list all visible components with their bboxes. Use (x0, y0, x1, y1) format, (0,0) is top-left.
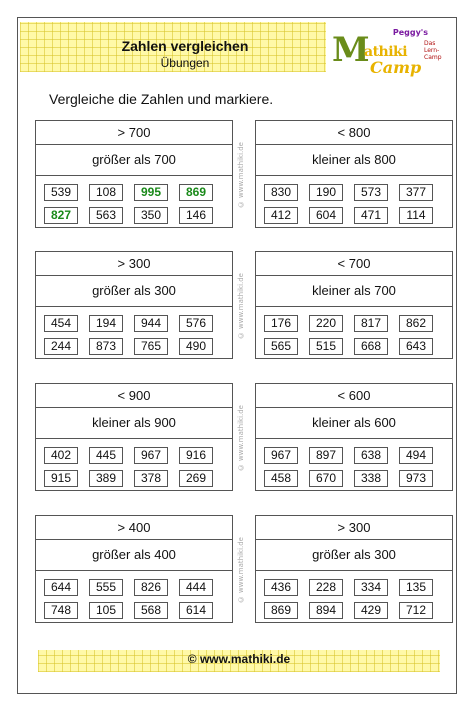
number-cell[interactable]: 576 (179, 315, 213, 332)
number-cell[interactable]: 916 (179, 447, 213, 464)
number-grid (256, 176, 452, 224)
number-cell[interactable]: 897 (309, 447, 343, 464)
number-row (264, 315, 452, 332)
number-cell[interactable]: 228 (309, 579, 343, 596)
number-cell[interactable]: 389 (89, 470, 123, 487)
copyright-watermark: © www.mathiki.de (237, 537, 245, 604)
number-row (44, 315, 232, 332)
number-cell[interactable]: 494 (399, 447, 433, 464)
number-row (44, 602, 232, 619)
page-subtitle: Übungen (160, 56, 210, 70)
number-cell[interactable]: 334 (354, 579, 388, 596)
number-cell[interactable]: 670 (309, 470, 343, 487)
logo-word: athiki (364, 44, 408, 60)
exercise-symbol: < 700 (256, 252, 452, 276)
number-cell[interactable]: 614 (179, 602, 213, 619)
number-cell-marked[interactable]: 995 (134, 184, 168, 201)
number-cell[interactable]: 269 (179, 470, 213, 487)
number-cell[interactable]: 967 (134, 447, 168, 464)
number-cell[interactable]: 644 (44, 579, 78, 596)
number-cell[interactable]: 944 (134, 315, 168, 332)
logo-m-letter: M (332, 30, 370, 70)
number-cell[interactable]: 436 (264, 579, 298, 596)
number-cell[interactable]: 765 (134, 338, 168, 355)
number-cell[interactable]: 350 (134, 207, 168, 224)
exercise-symbol: < 800 (256, 121, 452, 145)
number-cell[interactable]: 748 (44, 602, 78, 619)
number-cell[interactable]: 604 (309, 207, 343, 224)
copyright-watermark: © www.mathiki.de (237, 273, 245, 340)
number-cell[interactable]: 458 (264, 470, 298, 487)
exercise-rule: größer als 400 (36, 540, 232, 571)
number-row (44, 184, 232, 201)
number-cell[interactable]: 973 (399, 470, 433, 487)
number-cell[interactable]: 176 (264, 315, 298, 332)
number-cell[interactable]: 894 (309, 602, 343, 619)
exercise-box (255, 515, 453, 623)
number-cell[interactable]: 220 (309, 315, 343, 332)
number-cell[interactable]: 915 (44, 470, 78, 487)
exercise-symbol: > 300 (36, 252, 232, 276)
copyright-watermark: © www.mathiki.de (237, 142, 245, 209)
number-cell[interactable]: 555 (89, 579, 123, 596)
exercise-symbol: > 400 (36, 516, 232, 540)
number-cell[interactable]: 826 (134, 579, 168, 596)
number-row (44, 447, 232, 464)
number-cell[interactable]: 146 (179, 207, 213, 224)
number-cell[interactable]: 454 (44, 315, 78, 332)
number-row (264, 184, 452, 201)
number-cell[interactable]: 643 (399, 338, 433, 355)
number-cell[interactable]: 445 (89, 447, 123, 464)
number-cell[interactable]: 568 (134, 602, 168, 619)
exercise-box (35, 383, 233, 491)
number-cell-marked[interactable]: 869 (179, 184, 213, 201)
number-row (264, 602, 452, 619)
number-cell[interactable]: 712 (399, 602, 433, 619)
number-cell-marked[interactable]: 827 (44, 207, 78, 224)
exercise-rule: kleiner als 800 (256, 145, 452, 176)
number-grid (36, 176, 232, 224)
number-cell[interactable]: 869 (264, 602, 298, 619)
number-row (264, 579, 452, 596)
logo-peggys-text: Peggy's (392, 28, 428, 37)
number-row (44, 338, 232, 355)
number-cell[interactable]: 378 (134, 470, 168, 487)
number-row (264, 207, 452, 224)
number-cell[interactable]: 190 (309, 184, 343, 201)
logo-side-text: Das Lern-Camp (424, 40, 442, 61)
number-cell[interactable]: 539 (44, 184, 78, 201)
number-cell[interactable]: 402 (44, 447, 78, 464)
number-cell[interactable]: 471 (354, 207, 388, 224)
exercise-rule: größer als 300 (36, 276, 232, 307)
number-cell[interactable]: 194 (89, 315, 123, 332)
number-cell[interactable]: 105 (89, 602, 123, 619)
number-cell[interactable]: 108 (89, 184, 123, 201)
exercise-symbol: > 700 (36, 121, 232, 145)
exercise-box (35, 251, 233, 359)
number-grid (256, 439, 452, 487)
number-grid (256, 307, 452, 355)
page-title: Zahlen vergleichen (121, 38, 249, 54)
number-cell[interactable]: 862 (399, 315, 433, 332)
exercise-rule: kleiner als 900 (36, 408, 232, 439)
exercise-box (255, 120, 453, 228)
number-grid (36, 307, 232, 355)
number-cell[interactable]: 573 (354, 184, 388, 201)
mathiki-camp-logo (330, 28, 448, 80)
number-cell[interactable]: 490 (179, 338, 213, 355)
exercise-rule: größer als 300 (256, 540, 452, 571)
exercise-box (255, 251, 453, 359)
number-cell[interactable]: 563 (89, 207, 123, 224)
exercise-rule: größer als 700 (36, 145, 232, 176)
exercise-box (35, 515, 233, 623)
exercise-rule: kleiner als 600 (256, 408, 452, 439)
number-row (44, 579, 232, 596)
number-row (264, 447, 452, 464)
exercise-box (255, 383, 453, 491)
exercise-rule: kleiner als 700 (256, 276, 452, 307)
number-cell[interactable]: 668 (354, 338, 388, 355)
exercise-symbol: < 600 (256, 384, 452, 408)
number-cell[interactable]: 817 (354, 315, 388, 332)
number-row (264, 338, 452, 355)
number-grid (256, 571, 452, 619)
exercise-symbol: < 900 (36, 384, 232, 408)
number-cell[interactable]: 114 (399, 207, 433, 224)
number-cell[interactable]: 873 (89, 338, 123, 355)
number-row (44, 470, 232, 487)
number-cell[interactable]: 638 (354, 447, 388, 464)
number-cell[interactable]: 135 (399, 579, 433, 596)
number-cell[interactable]: 444 (179, 579, 213, 596)
number-row (264, 470, 452, 487)
number-grid (36, 571, 232, 619)
number-grid (36, 439, 232, 487)
logo-camp-text: Camp (370, 58, 422, 77)
number-cell[interactable]: 830 (264, 184, 298, 201)
number-cell[interactable]: 515 (309, 338, 343, 355)
number-cell[interactable]: 244 (44, 338, 78, 355)
number-row (44, 207, 232, 224)
number-cell[interactable]: 377 (399, 184, 433, 201)
number-cell[interactable]: 967 (264, 447, 298, 464)
footer-copyright: © www.mathiki.de (187, 652, 291, 666)
instruction-text: Vergleiche die Zahlen und markiere. (49, 91, 274, 107)
exercise-symbol: > 300 (256, 516, 452, 540)
number-cell[interactable]: 429 (354, 602, 388, 619)
copyright-watermark: © www.mathiki.de (237, 405, 245, 472)
exercise-box (35, 120, 233, 228)
number-cell[interactable]: 412 (264, 207, 298, 224)
number-cell[interactable]: 338 (354, 470, 388, 487)
number-cell[interactable]: 565 (264, 338, 298, 355)
